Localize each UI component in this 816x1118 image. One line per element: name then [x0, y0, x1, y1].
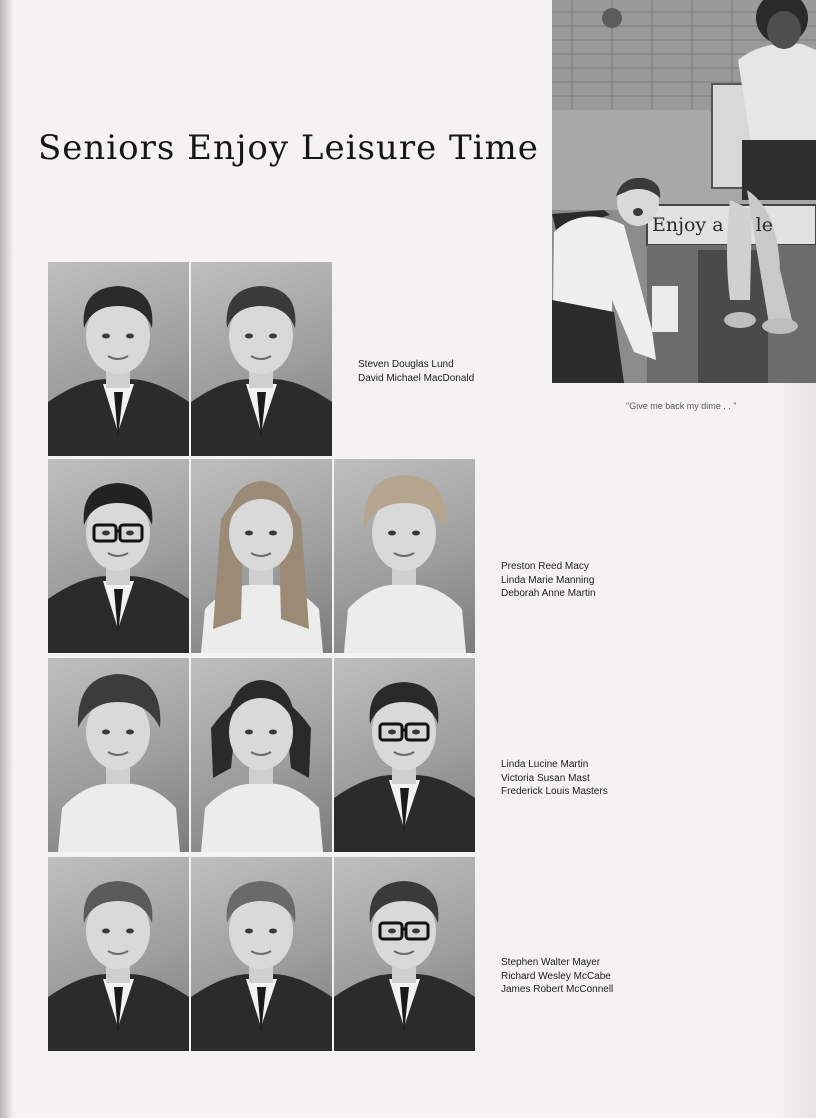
student-name: Linda Marie Manning [501, 574, 595, 586]
student-portrait [334, 658, 475, 852]
student-name: Frederick Louis Masters [501, 786, 608, 797]
name-list-row-2 [501, 560, 596, 601]
student-name: David Michael MacDonald [358, 372, 475, 384]
portrait-figure [191, 857, 332, 1051]
candid-photo-scene [552, 0, 816, 383]
portrait-figure [48, 459, 189, 653]
name-list-row-3 [501, 758, 608, 799]
student-portrait [334, 857, 475, 1051]
student-name: Deborah Anne Martin [501, 588, 596, 599]
portrait-figure [334, 459, 475, 653]
student-portrait [191, 262, 332, 456]
student-portrait [191, 857, 332, 1051]
name-list-row-1 [358, 358, 474, 385]
candid-photo [552, 0, 816, 383]
student-portrait [48, 658, 189, 852]
student-name: Richard Wesley McCabe [501, 970, 611, 982]
portrait-figure [191, 459, 332, 653]
page-title: Seniors Enjoy Leisure Time [38, 128, 539, 168]
student-portrait [191, 459, 332, 653]
student-portrait [48, 262, 189, 456]
page-binding-edge [0, 0, 14, 1118]
portrait-figure [191, 262, 332, 456]
portrait-figure [334, 658, 475, 852]
portrait-figure [48, 857, 189, 1051]
student-portrait [334, 459, 475, 653]
student-portrait [48, 857, 189, 1051]
student-portrait [48, 459, 189, 653]
portrait-figure [334, 857, 475, 1051]
student-portrait [191, 658, 332, 852]
student-name: Stephen Walter Mayer [501, 957, 601, 968]
portrait-figure [48, 658, 189, 852]
candid-photo-caption: "Give me back my dime . . " [626, 401, 737, 411]
student-name: James Robert McConnell [501, 984, 614, 995]
student-name: Victoria Susan Mast [501, 772, 590, 784]
name-list-row-4 [501, 956, 613, 997]
sign-text: Enjoy a le [652, 214, 773, 236]
portrait-figure [48, 262, 189, 456]
student-name: Steven Douglas Lund [358, 359, 454, 370]
student-name: Preston Reed Macy [501, 561, 589, 572]
portrait-figure [191, 658, 332, 852]
student-name: Linda Lucine Martin [501, 759, 589, 770]
